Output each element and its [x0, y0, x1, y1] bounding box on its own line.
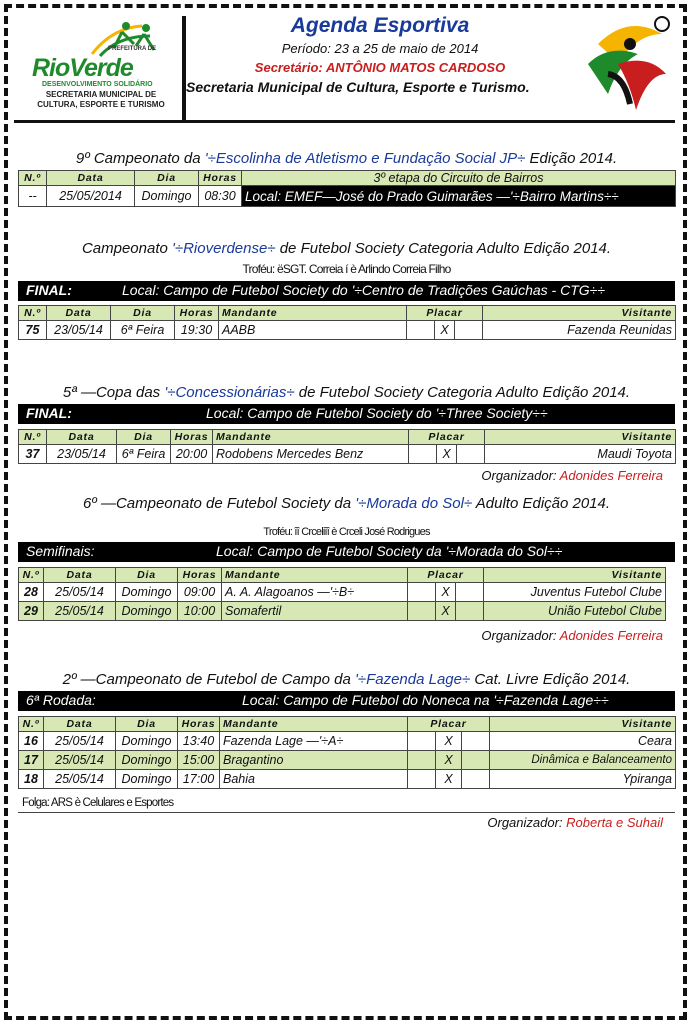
header-divider — [182, 16, 186, 120]
logo-prefeitura-text: PREFEITURA DE — [108, 46, 157, 52]
table-header: N.º Data Dia Horas Mandante Placar Visitante — [19, 568, 666, 583]
table-row: 18 25/05/14 Domingo 17:00 Bahia X Ypiranga — [19, 770, 676, 789]
phase-label: 6ª Rodada: — [26, 692, 96, 708]
logo-name: RioVerde — [32, 54, 133, 82]
table-row: 75 23/05/14 6ª Feira 19:30 AABB X Fazenda Reunidas — [19, 321, 676, 340]
sec5-table — [18, 716, 676, 789]
sec2-table — [18, 305, 676, 340]
table-header: N.º Data Dia Horas Mandante Placar Visitante — [19, 717, 676, 732]
sports-logo-icon — [578, 14, 674, 114]
sec1-table — [18, 170, 676, 207]
location-text: Local: Campo de Futebol Society do '÷Centro de Tradições Gaúchas - CTG÷÷ — [122, 282, 606, 298]
secretary-name: Secretário: ANTÔNIO MATOS CARDOSO — [254, 60, 506, 75]
sec5-folga: Folga: ARS è Celulares e Esportes — [22, 797, 174, 809]
sec5-title: 2º —Campeonato de Futebol de Campo da '÷Fazenda Lage÷ Cat. Livre Edição 2014. — [62, 671, 631, 688]
header-bottom-rule — [14, 120, 675, 123]
logo-secretaria: SECRETARIA MUNICIPAL DE CULTURA, ESPORTE E TURISMO — [37, 90, 165, 109]
sec2-phase-bar — [18, 281, 675, 301]
page-title: Agenda Esportiva — [290, 14, 470, 37]
logo-tagline: DESENVOLVIMENTO SOLIDÁRIO — [42, 81, 153, 88]
phase-label: Semifinais: — [26, 543, 95, 559]
table-header: N.º Data Dia Horas Mandante Placar Visitante — [19, 306, 676, 321]
sec3-organizer: Organizador: Adonides Ferreira — [481, 468, 663, 483]
sec3-title: 5ª —Copa das '÷Concessionárias÷ de Futebol Society Categoria Adulto Edição 2014. — [62, 384, 631, 401]
location-text: Local: Campo de Futebol do Noneca na '÷Fazenda Lage÷÷ — [242, 692, 609, 708]
sec5-phase-bar — [18, 691, 675, 711]
sec4-trophy: Troféu: îî Crceliîî è Crceli José Rodrigues — [263, 526, 430, 538]
athletes-logo-icon — [22, 18, 178, 58]
table-row: 29 25/05/14 Domingo 10:00 Somafertil X União Futebol Clube — [19, 602, 666, 621]
sec5-organizer: Organizador: Roberta e Suhail — [487, 815, 663, 830]
location-text: Local: Campo de Futebol Society da '÷Morada do Sol÷÷ — [216, 543, 563, 559]
period-text: Período: 23 a 25 de maio de 2014 — [281, 41, 479, 56]
sec2-title: Campeonato '÷Rioverdense÷ de Futebol Society Categoria Adulto Edição 2014. — [81, 240, 612, 257]
sec4-organizer: Organizador: Adonides Ferreira — [481, 628, 663, 643]
location-text: Local: Campo de Futebol Society do '÷Three Society÷÷ — [206, 405, 548, 421]
table-header: N.º Data Dia Horas Mandante Placar Visitante — [19, 430, 676, 445]
rio-verde-logo — [22, 18, 178, 110]
sec3-table — [18, 429, 676, 464]
table-row: -- 25/05/2014 Domingo 08:30 Local: EMEF—José do Prado Guimarães —'÷Bairro Martins÷÷ — [19, 186, 676, 207]
table-row: 17 25/05/14 Domingo 15:00 Bragantino X Dinâmica e Balanceamento — [19, 751, 676, 770]
sec4-table — [18, 567, 666, 621]
location-cell: Local: EMEF—José do Prado Guimarães —'÷Bairro Martins÷÷ — [242, 186, 676, 207]
sec1-title: 9º Campeonato da '÷Escolinha de Atletismo e Fundação Social JP÷ Edição 2014. — [75, 150, 618, 167]
phase-label: FINAL: — [26, 405, 72, 421]
stage-label: 3º etapa do Circuito de Bairros — [242, 171, 676, 186]
table-row: 28 25/05/14 Domingo 09:00 A. A. Alagoanos —'÷B÷ X Juventus Futebol Clube — [19, 583, 666, 602]
sec3-phase-bar — [18, 404, 675, 424]
table-header: N.º Data Dia Horas 3º etapa do Circuito de Bairros — [19, 171, 676, 186]
sec5-rule — [18, 812, 675, 813]
sec4-title: 6º —Campeonato de Futebol Society da '÷Morada do Sol÷ Adulto Edição 2014. — [82, 495, 611, 512]
phase-label: FINAL: — [26, 282, 72, 298]
sec2-trophy: Troféu: ëSGT. Correia í è Arlindo Correia Filho — [242, 262, 451, 276]
organization-name: Secretaria Municipal de Cultura, Esporte e Turismo. — [186, 79, 530, 95]
sec4-phase-bar — [18, 542, 675, 562]
table-row: 16 25/05/14 Domingo 13:40 Fazenda Lage —'÷A÷ X Ceara — [19, 732, 676, 751]
table-row: 37 23/05/14 6ª Feira 20:00 Rodobens Mercedes Benz X Maudi Toyota — [19, 445, 676, 464]
